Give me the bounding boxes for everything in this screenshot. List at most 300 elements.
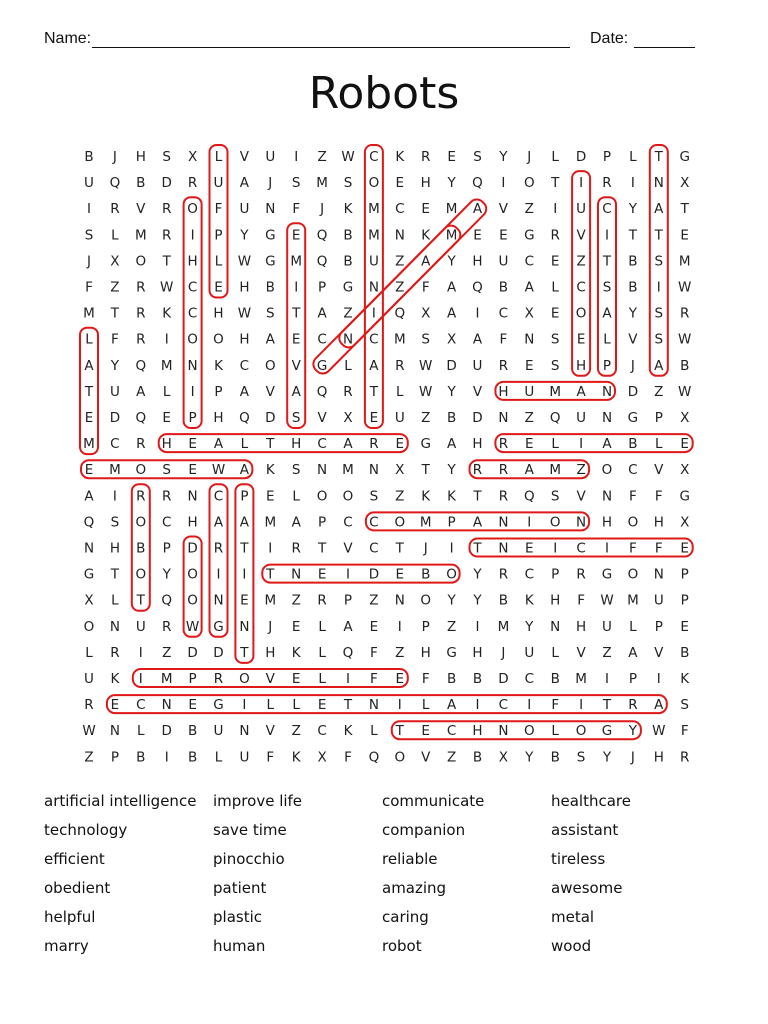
grid-letter[interactable]: L (421, 697, 430, 714)
grid-letter[interactable]: B (343, 253, 353, 270)
grid-letter[interactable]: G (420, 436, 431, 453)
grid-letter[interactable]: L (214, 749, 223, 766)
grid-letter[interactable]: F (214, 201, 223, 218)
grid-letter[interactable]: R (369, 436, 379, 453)
grid-letter[interactable]: J (527, 149, 532, 165)
grid-letter[interactable]: Y (447, 592, 456, 609)
grid-letter[interactable]: I (605, 540, 609, 557)
grid-letter[interactable]: N (550, 618, 561, 635)
grid-letter[interactable]: T (680, 201, 689, 218)
grid-letter[interactable]: V (291, 357, 301, 374)
grid-letter[interactable]: X (680, 514, 690, 531)
grid-letter[interactable]: D (627, 383, 639, 400)
grid-letter[interactable]: X (421, 305, 431, 322)
grid-letter[interactable]: I (138, 671, 143, 687)
grid-letter[interactable]: P (680, 592, 689, 609)
grid-letter[interactable]: K (395, 149, 405, 165)
grid-letter[interactable]: N (601, 383, 613, 400)
grid-letter[interactable]: E (680, 436, 689, 453)
grid-letter[interactable]: Q (316, 383, 328, 400)
grid-letter[interactable]: E (266, 488, 275, 505)
grid-letter[interactable]: T (395, 540, 404, 557)
grid-letter[interactable]: I (475, 618, 480, 635)
grid-letter[interactable]: Y (447, 175, 456, 192)
grid-letter[interactable]: M (445, 227, 458, 244)
grid-letter[interactable]: J (87, 253, 91, 270)
grid-letter[interactable]: O (394, 749, 406, 766)
grid-letter[interactable]: S (473, 149, 482, 165)
grid-letter[interactable]: O (213, 331, 224, 348)
grid-letter[interactable]: H (291, 436, 302, 453)
grid-letter[interactable]: N (498, 723, 509, 740)
grid-letter[interactable]: A (576, 383, 586, 400)
grid-letter[interactable]: Y (473, 566, 482, 583)
grid-letter[interactable]: R (162, 618, 172, 635)
grid-letter[interactable]: C (602, 201, 612, 218)
grid-letter[interactable]: C (524, 671, 535, 687)
grid-letter[interactable]: W (678, 331, 692, 348)
grid-letter[interactable]: L (603, 331, 611, 348)
grid-letter[interactable]: A (136, 383, 146, 400)
grid-letter[interactable]: L (214, 253, 223, 270)
grid-letter[interactable]: H (472, 253, 483, 270)
grid-letter[interactable]: W (185, 618, 200, 635)
grid-letter[interactable]: D (161, 723, 172, 740)
grid-letter[interactable]: D (472, 410, 483, 426)
grid-letter[interactable]: D (161, 175, 172, 192)
grid-letter[interactable]: F (370, 644, 378, 661)
grid-letter[interactable]: S (654, 305, 664, 322)
grid-letter[interactable]: N (498, 410, 509, 426)
grid-letter[interactable]: T (110, 305, 120, 322)
grid-letter[interactable]: A (343, 618, 353, 635)
grid-letter[interactable]: J (320, 201, 325, 218)
grid-letter[interactable]: G (213, 618, 224, 635)
grid-letter[interactable]: F (344, 749, 352, 766)
grid-letter[interactable]: J (112, 149, 117, 165)
grid-letter[interactable]: R (628, 697, 638, 714)
grid-letter[interactable]: T (602, 697, 612, 714)
grid-letter[interactable]: C (317, 331, 327, 348)
grid-letter[interactable]: I (164, 749, 169, 766)
grid-letter[interactable]: O (239, 671, 250, 687)
grid-letter[interactable]: R (162, 201, 172, 218)
grid-letter[interactable]: K (214, 357, 223, 374)
grid-letter[interactable]: H (109, 540, 120, 557)
grid-letter[interactable]: G (679, 149, 690, 165)
grid-letter[interactable]: T (317, 540, 327, 557)
grid-letter[interactable]: O (420, 592, 432, 609)
grid-letter[interactable]: F (654, 540, 663, 557)
grid-letter[interactable]: E (421, 723, 430, 740)
grid-letter[interactable]: R (213, 540, 224, 557)
grid-letter[interactable]: C (317, 723, 327, 740)
grid-letter[interactable]: P (110, 749, 119, 766)
grid-letter[interactable]: R (472, 462, 483, 479)
grid-letter[interactable]: F (629, 540, 637, 557)
grid-letter[interactable]: H (653, 749, 664, 766)
grid-letter[interactable]: X (680, 175, 690, 192)
grid-letter[interactable]: N (109, 618, 120, 635)
grid-letter[interactable]: I (397, 697, 402, 714)
grid-letter[interactable]: E (291, 227, 301, 244)
grid-letter[interactable]: W (237, 253, 252, 270)
grid-letter[interactable]: Q (394, 305, 406, 322)
grid-letter[interactable]: G (265, 227, 276, 244)
grid-letter[interactable]: N (109, 723, 120, 740)
grid-letter[interactable]: R (498, 436, 509, 453)
grid-letter[interactable]: M (627, 592, 639, 609)
grid-letter[interactable]: E (188, 462, 197, 479)
grid-letter[interactable]: E (499, 227, 508, 244)
grid-letter[interactable]: Q (239, 410, 250, 426)
grid-letter[interactable]: A (472, 201, 483, 218)
grid-letter[interactable]: Y (447, 383, 456, 400)
grid-letter[interactable]: T (162, 253, 171, 270)
grid-letter[interactable]: B (265, 279, 275, 296)
grid-letter[interactable]: E (525, 540, 534, 557)
grid-letter[interactable]: N (187, 357, 198, 374)
grid-letter[interactable]: Q (472, 175, 483, 192)
grid-letter[interactable]: R (680, 305, 690, 322)
grid-letter[interactable]: O (342, 488, 354, 505)
grid-letter[interactable]: Y (499, 149, 508, 165)
grid-letter[interactable]: U (239, 201, 250, 218)
grid-letter[interactable]: Q (83, 514, 95, 531)
grid-letter[interactable]: C (395, 201, 405, 218)
grid-letter[interactable]: M (83, 436, 95, 453)
grid-letter[interactable]: N (187, 488, 198, 505)
grid-letter[interactable]: P (188, 410, 197, 426)
grid-letter[interactable]: I (449, 540, 454, 557)
grid-letter[interactable]: S (291, 462, 301, 479)
grid-letter[interactable]: Z (421, 410, 431, 426)
grid-letter[interactable]: I (656, 671, 661, 687)
grid-letter[interactable]: Y (628, 305, 638, 322)
grid-letter[interactable]: C (576, 279, 586, 296)
grid-letter[interactable]: A (628, 644, 638, 661)
grid-letter[interactable]: F (292, 201, 301, 218)
grid-letter[interactable]: R (498, 566, 509, 583)
grid-letter[interactable]: M (678, 253, 691, 270)
grid-letter[interactable]: D (187, 540, 198, 557)
grid-letter[interactable]: E (188, 697, 197, 714)
grid-letter[interactable]: H (498, 383, 509, 400)
grid-letter[interactable]: W (237, 305, 252, 322)
grid-letter[interactable]: C (524, 253, 535, 270)
grid-letter[interactable]: D (446, 357, 457, 374)
grid-letter[interactable]: A (239, 462, 250, 479)
grid-letter[interactable]: Z (395, 253, 405, 270)
grid-letter[interactable]: D (575, 149, 587, 165)
grid-letter[interactable]: S (291, 410, 301, 426)
grid-letter[interactable]: V (136, 201, 146, 218)
grid-letter[interactable]: L (85, 644, 93, 661)
grid-letter[interactable]: U (602, 618, 612, 635)
grid-letter[interactable]: U (653, 592, 664, 609)
grid-letter[interactable]: S (680, 697, 689, 714)
grid-letter[interactable]: P (318, 279, 327, 296)
grid-letter[interactable]: V (498, 201, 509, 218)
grid-letter[interactable]: V (265, 671, 275, 687)
grid-letter[interactable]: P (602, 357, 612, 374)
grid-letter[interactable]: F (551, 697, 560, 714)
grid-letter[interactable]: N (394, 227, 405, 244)
grid-letter[interactable]: T (292, 305, 301, 322)
grid-letter[interactable]: X (680, 462, 690, 479)
grid-letter[interactable]: V (343, 540, 353, 557)
grid-letter[interactable]: O (523, 723, 535, 740)
grid-letter[interactable]: R (213, 671, 224, 687)
grid-letter[interactable]: K (162, 305, 172, 322)
grid-letter[interactable]: K (343, 723, 353, 740)
grid-letter[interactable]: O (187, 592, 198, 609)
grid-letter[interactable]: B (136, 540, 146, 557)
grid-letter[interactable]: K (524, 592, 534, 609)
grid-letter[interactable]: E (680, 618, 689, 635)
grid-letter[interactable]: M (445, 201, 458, 218)
grid-letter[interactable]: A (602, 436, 612, 453)
grid-letter[interactable]: O (627, 514, 639, 531)
grid-letter[interactable]: O (83, 618, 95, 635)
grid-letter[interactable]: N (653, 566, 664, 583)
grid-letter[interactable]: H (472, 723, 483, 740)
grid-letter[interactable]: P (162, 540, 171, 557)
grid-letter[interactable]: H (472, 644, 483, 661)
grid-letter[interactable]: R (395, 357, 405, 374)
grid-letter[interactable]: B (680, 644, 690, 661)
grid-letter[interactable]: I (87, 201, 91, 218)
grid-letter[interactable]: E (110, 697, 120, 714)
grid-letter[interactable]: L (344, 357, 352, 374)
grid-letter[interactable]: S (654, 253, 664, 270)
grid-letter[interactable]: H (239, 279, 250, 296)
grid-letter[interactable]: Q (368, 749, 380, 766)
grid-letter[interactable]: F (421, 279, 430, 296)
grid-letter[interactable]: I (112, 488, 117, 505)
grid-letter[interactable]: M (497, 618, 510, 635)
grid-letter[interactable]: U (239, 749, 250, 766)
grid-letter[interactable]: P (343, 592, 353, 609)
grid-letter[interactable]: Y (240, 227, 249, 244)
grid-letter[interactable]: C (317, 436, 327, 453)
grid-letter[interactable]: F (680, 723, 689, 740)
grid-letter[interactable]: L (318, 671, 326, 687)
grid-letter[interactable]: N (239, 723, 250, 740)
grid-letter[interactable]: O (575, 723, 587, 740)
grid-letter[interactable]: C (369, 331, 379, 348)
grid-letter[interactable]: L (318, 644, 326, 661)
grid-letter[interactable]: L (292, 697, 300, 714)
grid-letter[interactable]: K (421, 227, 431, 244)
grid-letter[interactable]: L (370, 723, 378, 740)
grid-letter[interactable]: E (550, 305, 560, 322)
grid-letter[interactable]: G (83, 566, 95, 583)
grid-letter[interactable]: L (214, 149, 223, 165)
grid-letter[interactable]: T (84, 383, 94, 400)
grid-letter[interactable]: Z (343, 305, 353, 322)
grid-letter[interactable]: H (472, 436, 483, 453)
grid-letter[interactable]: G (601, 566, 613, 583)
grid-letter[interactable]: C (136, 697, 146, 714)
grid-letter[interactable]: Z (576, 462, 586, 479)
grid-letter[interactable]: P (628, 671, 637, 687)
grid-letter[interactable]: F (499, 331, 508, 348)
grid-letter[interactable]: Z (110, 279, 120, 296)
grid-letter[interactable]: A (421, 253, 431, 270)
grid-letter[interactable]: T (110, 566, 120, 583)
grid-letter[interactable]: A (472, 514, 483, 531)
grid-letter[interactable]: A (213, 514, 224, 531)
grid-letter[interactable]: G (213, 697, 224, 714)
grid-letter[interactable]: J (630, 357, 635, 374)
grid-letter[interactable]: F (654, 488, 663, 505)
grid-letter[interactable]: M (549, 383, 562, 400)
grid-letter[interactable]: B (84, 149, 94, 165)
grid-letter[interactable]: I (216, 566, 221, 583)
grid-letter[interactable]: I (605, 227, 609, 244)
grid-letter[interactable]: N (601, 488, 613, 505)
grid-letter[interactable]: B (446, 410, 457, 426)
grid-letter[interactable]: O (316, 488, 328, 505)
grid-letter[interactable]: O (394, 514, 406, 531)
grid-letter[interactable]: R (421, 149, 431, 165)
grid-letter[interactable]: I (346, 671, 350, 687)
grid-letter[interactable]: O (446, 566, 457, 583)
grid-letter[interactable]: V (317, 410, 327, 426)
grid-letter[interactable]: A (654, 201, 664, 218)
grid-letter[interactable]: K (343, 201, 353, 218)
grid-letter[interactable]: E (525, 357, 534, 374)
grid-letter[interactable]: Z (446, 618, 457, 635)
grid-letter[interactable]: W (678, 279, 692, 296)
grid-letter[interactable]: S (602, 279, 612, 296)
grid-letter[interactable]: U (498, 253, 509, 270)
grid-letter[interactable]: W (211, 462, 226, 479)
grid-letter[interactable]: R (136, 305, 146, 322)
grid-letter[interactable]: H (187, 514, 198, 531)
grid-letter[interactable]: U (576, 410, 587, 426)
grid-letter[interactable]: M (316, 175, 328, 192)
grid-letter[interactable]: D (265, 410, 276, 426)
grid-letter[interactable]: I (501, 175, 506, 192)
grid-letter[interactable]: R (136, 436, 146, 453)
grid-letter[interactable]: Z (317, 149, 327, 165)
grid-letter[interactable]: P (447, 514, 456, 531)
grid-letter[interactable]: L (111, 227, 119, 244)
grid-letter[interactable]: E (421, 201, 430, 218)
grid-letter[interactable]: A (84, 357, 94, 374)
grid-letter[interactable]: S (654, 331, 664, 348)
grid-letter[interactable]: Y (628, 201, 638, 218)
grid-letter[interactable]: K (265, 462, 275, 479)
grid-letter[interactable]: K (110, 671, 120, 687)
grid-letter[interactable]: Z (602, 644, 612, 661)
grid-letter[interactable]: I (553, 540, 558, 557)
grid-letter[interactable]: H (550, 592, 561, 609)
grid-letter[interactable]: V (472, 383, 483, 400)
grid-letter[interactable]: L (629, 149, 637, 165)
grid-letter[interactable]: I (138, 644, 143, 661)
grid-letter[interactable]: U (368, 253, 379, 270)
grid-letter[interactable]: E (395, 436, 405, 453)
grid-letter[interactable]: B (628, 279, 638, 296)
grid-letter[interactable]: O (627, 566, 639, 583)
grid-letter[interactable]: A (291, 514, 301, 531)
grid-letter[interactable]: S (162, 462, 171, 479)
grid-letter[interactable]: S (550, 488, 560, 505)
grid-letter[interactable]: E (525, 436, 534, 453)
grid-letter[interactable]: S (291, 175, 301, 192)
grid-letter[interactable]: K (447, 488, 457, 505)
grid-letter[interactable]: H (161, 436, 172, 453)
grid-letter[interactable]: R (110, 201, 120, 218)
grid-letter[interactable]: N (368, 462, 379, 479)
grid-letter[interactable]: A (602, 305, 612, 322)
grid-letter[interactable]: N (576, 514, 587, 531)
grid-letter[interactable]: N (601, 410, 613, 426)
grid-letter[interactable]: A (265, 331, 275, 348)
grid-letter[interactable]: Z (369, 592, 379, 609)
grid-letter[interactable]: H (576, 357, 587, 374)
grid-letter[interactable]: B (136, 175, 146, 192)
grid-letter[interactable]: O (135, 253, 147, 270)
grid-letter[interactable]: G (679, 488, 690, 505)
grid-letter[interactable]: L (85, 331, 93, 348)
grid-letter[interactable]: A (654, 357, 664, 374)
grid-letter[interactable]: P (240, 488, 249, 505)
grid-letter[interactable]: A (213, 436, 224, 453)
grid-letter[interactable]: A (446, 436, 457, 453)
grid-letter[interactable]: I (294, 279, 299, 296)
grid-letter[interactable]: G (446, 644, 457, 661)
grid-letter[interactable]: U (524, 383, 535, 400)
grid-letter[interactable]: P (602, 149, 612, 165)
grid-letter[interactable]: Q (342, 644, 354, 661)
grid-letter[interactable]: M (160, 357, 173, 374)
grid-letter[interactable]: Y (525, 618, 534, 635)
grid-letter[interactable]: A (472, 331, 483, 348)
grid-letter[interactable]: Q (109, 175, 121, 192)
grid-letter[interactable]: M (393, 331, 406, 348)
grid-letter[interactable]: S (84, 227, 94, 244)
grid-letter[interactable]: Y (473, 592, 482, 609)
grid-letter[interactable]: S (110, 514, 120, 531)
grid-letter[interactable]: E (317, 566, 327, 583)
grid-letter[interactable]: I (242, 566, 247, 583)
grid-letter[interactable]: R (162, 227, 172, 244)
grid-letter[interactable]: B (446, 671, 457, 687)
grid-letter[interactable]: U (472, 357, 483, 374)
grid-letter[interactable]: R (550, 227, 560, 244)
grid-letter[interactable]: I (268, 540, 273, 557)
grid-letter[interactable]: V (576, 488, 586, 505)
grid-letter[interactable]: I (656, 279, 661, 296)
grid-letter[interactable]: O (135, 514, 147, 531)
grid-letter[interactable]: T (473, 540, 482, 557)
grid-letter[interactable]: M (264, 514, 277, 531)
grid-letter[interactable]: O (601, 462, 613, 479)
grid-letter[interactable]: R (498, 488, 509, 505)
grid-letter[interactable]: L (240, 436, 249, 453)
grid-letter[interactable]: F (370, 671, 378, 687)
grid-letter[interactable]: R (110, 644, 120, 661)
grid-letter[interactable]: P (654, 410, 663, 426)
grid-letter[interactable]: J (501, 644, 506, 661)
grid-letter[interactable]: M (419, 514, 432, 531)
grid-letter[interactable]: C (187, 305, 198, 322)
grid-letter[interactable]: P (318, 514, 327, 531)
